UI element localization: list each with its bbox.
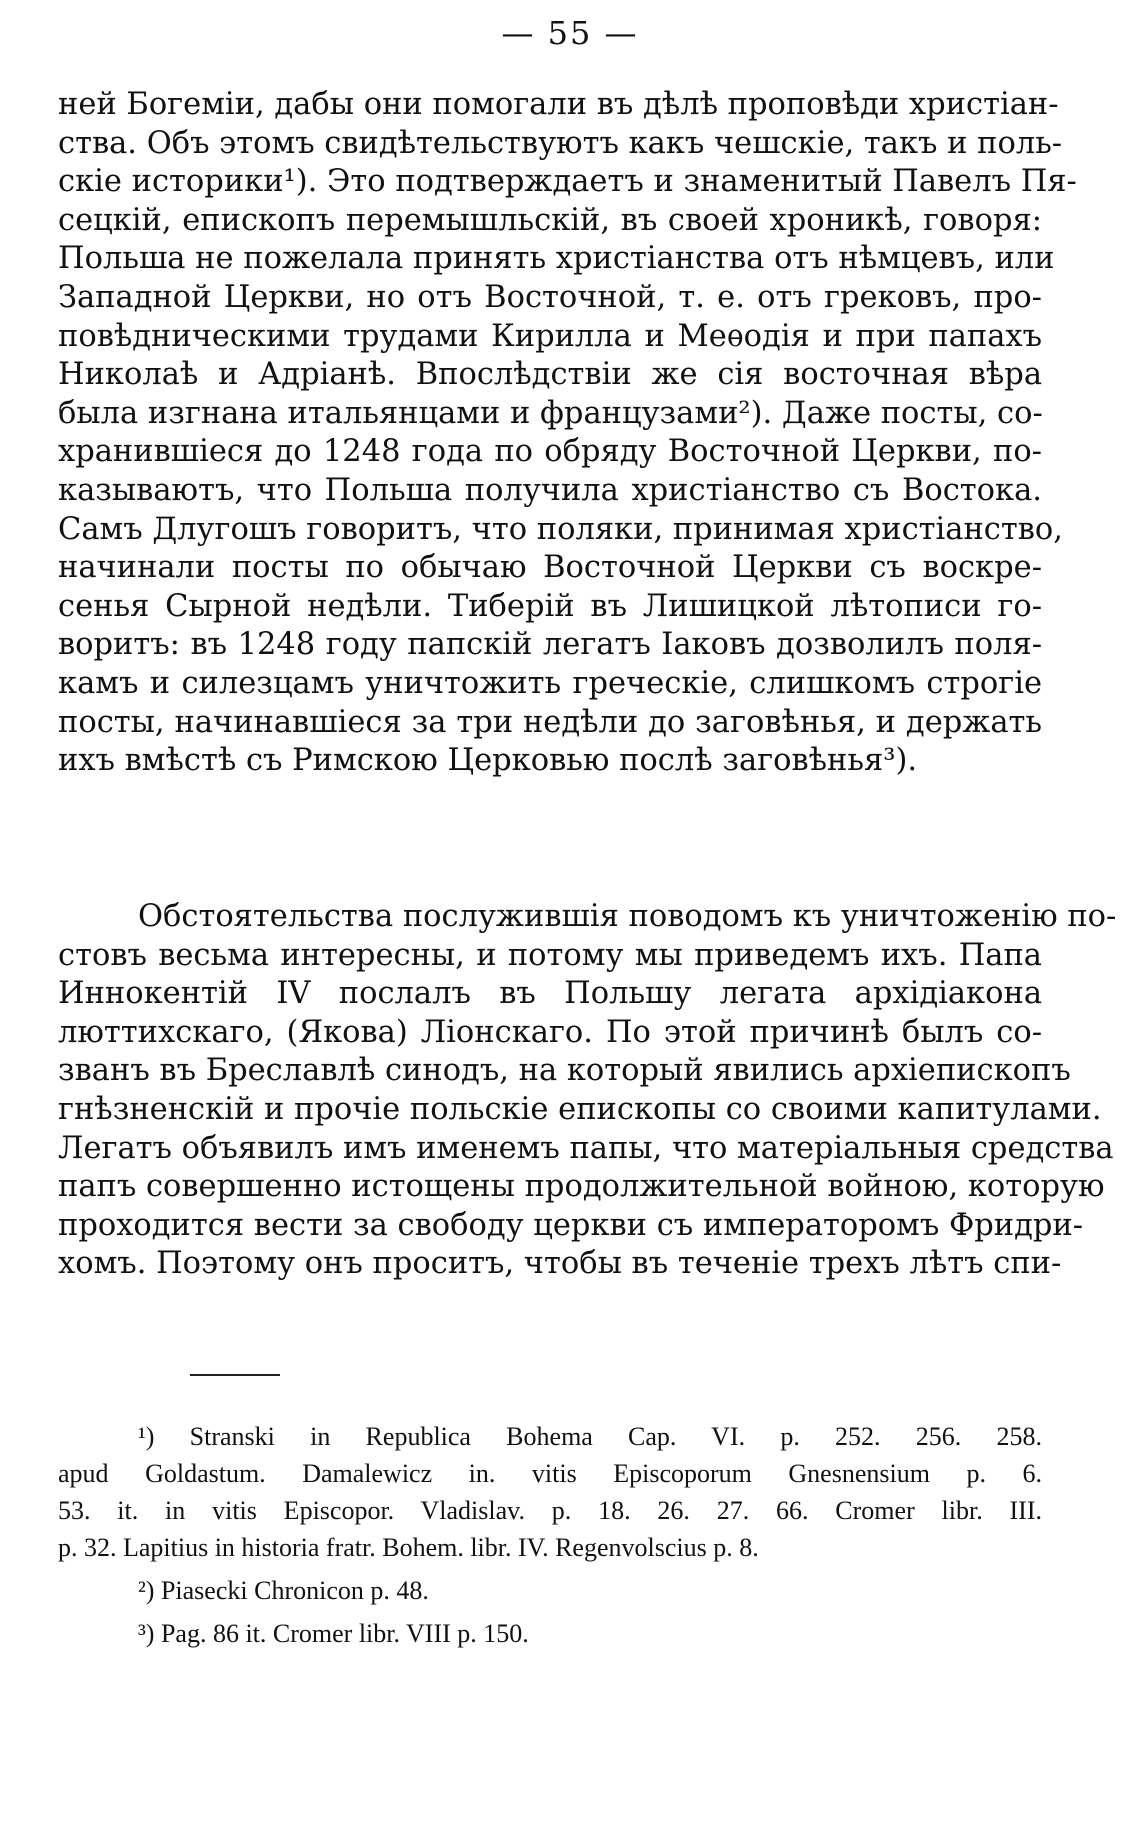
text-line: Польша не пожелала принять христіанства отъ нѣмцевъ, или (58, 241, 1055, 277)
footnotes (58, 1418, 1042, 1652)
text-line: казываютъ, что Польша получила христіанство съ Востока. (58, 472, 1042, 508)
text-line: ихъ вмѣстѣ съ Римскою Церковью послѣ заговѣнья³). (58, 743, 918, 779)
footnote-1 (58, 1418, 1042, 1566)
text-line: сенья Сырной недѣли. Тиберій въ Лишицкой лѣтописи го- (58, 588, 1042, 624)
text-line: хомъ. Поэтому онъ проситъ, чтобы въ теченіе трехъ лѣтъ спи- (58, 1246, 1062, 1282)
text-line: повѣдническими трудами Кирилла и Меѳодія и при папахъ (58, 318, 1042, 354)
text-line: Самъ Длугошъ говоритъ, что поляки, принимая христіанство, (58, 511, 1063, 547)
text-line: начинали посты по обычаю Восточной Церкви съ воскре- (58, 550, 1042, 586)
footnote-line: apud Goldastum. Damalewicz in. vitis Episcoporum Gnesnensium p. 6. (58, 1459, 1042, 1488)
footnote-line: ³) Pag. 86 it. Cromer libr. VIII p. 150. (138, 1619, 529, 1648)
text-line: Легатъ объявилъ имъ именемъ папы, что матеріальныя средства (58, 1130, 1114, 1166)
footnote-line: p. 32. Lapitius in historia fratr. Bohem. libr. IV. Regenvolscius p. 8. (58, 1533, 759, 1562)
footnote-line: 53. it. in vitis Episcopor. Vladislav. p. 18. 26. 27. 66. Cromer libr. III. (58, 1496, 1042, 1525)
text-line: ства. Объ этомъ свидѣтельствуютъ какъ чешскіе, такъ и поль- (58, 125, 1063, 161)
footnote-2 (58, 1572, 1042, 1609)
text-line: скіе историки¹). Это подтверждаетъ и знаменитый Павелъ Пя- (58, 164, 1077, 200)
text-line: ней Богеміи, дабы они помогали въ дѣлѣ проповѣди христіан- (58, 87, 1059, 122)
text-line: папъ совершенно истощены продолжительной войною, которую (58, 1169, 1105, 1205)
text-line: камъ и силезцамъ уничтожить греческіе, слишкомъ строгіе (58, 665, 1042, 701)
text-line: сецкій, епископъ перемышльскій, въ своей хроникѣ, говоря: (58, 202, 1042, 238)
footnote-line: ²) Piasecki Chronicon p. 48. (138, 1576, 429, 1605)
text-line: воритъ: въ 1248 году папскій легатъ Іаковъ дозволилъ поля- (58, 627, 1042, 663)
text-line: хранившіеся до 1248 года по обряду Восточной Церкви, по- (58, 434, 1042, 470)
text-line: Западной Церкви, но отъ Восточной, т. е. отъ грековъ, про- (58, 279, 1042, 315)
text-line: люттихскаго, (Якова) Ліонскаго. По этой причинѣ былъ со- (58, 1014, 1042, 1050)
text-line: стовъ весьма интересны, и потому мы приведемъ ихъ. Папа (58, 937, 1042, 973)
paragraph-1 (58, 86, 1077, 781)
page-number: — 55 — (501, 14, 639, 52)
text-line: Николаѣ и Адріанѣ. Впослѣдствіи же сія восточная вѣра (58, 357, 1042, 393)
paragraph-2 (58, 898, 1117, 1284)
footnote-divider (190, 1374, 280, 1376)
footnote-line: ¹) Stranski in Republica Bohema Cap. VI. p. 252. 256. 258. (138, 1422, 1042, 1451)
footnote-3 (58, 1615, 1042, 1652)
text-line: Иннокентій IV послалъ въ Польшу легата архідіакона (58, 976, 1042, 1012)
text-line: посты, начинавшіеся за три недѣли до заговѣнья, и держать (58, 704, 1042, 740)
text-line: гнѣзненскій и прочіе польскіе епископы со своими капитулами. (58, 1091, 1102, 1127)
text-line: была изгнана итальянцами и французами²). Даже посты, со- (58, 395, 1043, 431)
text-line: Обстоятельства послужившія поводомъ къ уничтоженію по- (138, 899, 1117, 934)
text-line: проходится вести за свободу церкви съ императоромъ Фридри- (58, 1207, 1084, 1243)
text-line: званъ въ Бреславлѣ синодъ, на который явились архіепископъ (58, 1053, 1071, 1089)
